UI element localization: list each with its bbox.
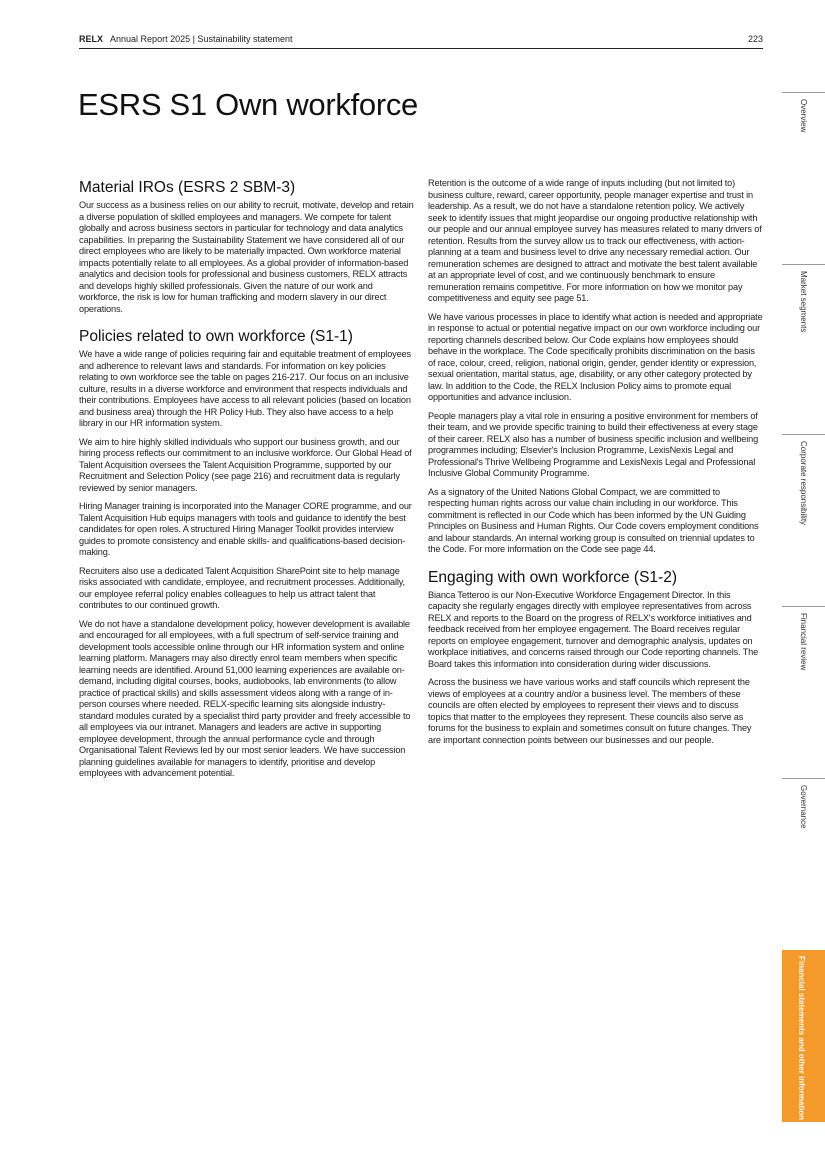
- tab-financial-statements[interactable]: [782, 950, 825, 1122]
- tab-label: Governance: [799, 785, 808, 829]
- tab-market-segments[interactable]: [782, 264, 825, 433]
- right-column: [428, 178, 763, 753]
- section-heading-policies: Policies related to own workforce (S1-1): [79, 328, 353, 345]
- paragraph: We aim to hire highly skilled individuals who support our business growth, and our hiring process reflects our commitment to an inclusive workforce. Our Global Head of Talent Acquisition oversees the Talent Acquisition Programme, supported by our Recruitment and Selection Policy (see page 216) and recruitment data is regularly reviewed by senior managers.: [79, 436, 412, 493]
- page-number: 223: [747, 34, 763, 44]
- report-subtitle: Annual Report 2025 | Sustainability statement: [110, 34, 293, 44]
- tab-label: Market segments: [799, 271, 808, 333]
- paragraph: Hiring Manager training is incorporated into the Manager CORE programme, and our Talent Acquisition Hub equips managers with tools and guidance to identify the best candidates for open roles. A structured Hiring Manager Toolkit provides interview guides to promote consistency and enable skills- and qualifications-based decision-making.: [79, 501, 412, 557]
- paragraph: Recruiters also use a dedicated Talent Acquisition SharePoint site to help manage risks associated with candidate, employee, and recruitment processes. Additionally, our employee referral policy enables colleagues to help us attract talent that contributes to our continued growth.: [79, 565, 405, 610]
- tab-label: Financial review: [799, 613, 808, 671]
- paragraph: People managers play a vital role in ensuring a positive environment for members of their team, and we provide specific training to build their effectiveness at every stage of their career. RELX also has a number of business specific inclusion and wellbeing programmes including; Elsevier's Inclusion Programme, LexisNexis Legal and Professional's Thrive Wellbeing Programme and LexisNexis Legal and Professional Inclusive Global Community Programme.: [428, 410, 759, 478]
- paragraph: Our success as a business relies on our ability to recruit, motivate, develop and retain a diverse population of skilled employees and managers. We compete for talent globally and across business sectors in particular for technology and data analytics capabilities. In preparing the Sustainability Statement we have considered all of our direct employees who are likely to be materially impacted. Own workforce material impacts potentially relate to all employees. As a global provider of information-based analytics and decision tools for professional and business customers, RELX attracts and develops highly skilled professionals. Given the nature of our work and workforce, the risk is low for human trafficking and modern slavery in our direct operations.: [79, 200, 414, 314]
- paragraph: As a signatory of the United Nations Global Compact, we are committed to respecting human rights across our value chain including in our workforce. This commitment is reflected in our Code which has been informed by the UN Guiding Principles on Business and Human Rights. Our Code covers employment conditions and labour standards. An internal working group is consulted on triennial updates to the Code. For more information on the Code see page 44.: [428, 486, 759, 554]
- tab-financial-review[interactable]: [782, 606, 825, 777]
- page-header: [79, 32, 763, 46]
- paragraph: Retention is the outcome of a wide range of inputs including (but not limited to) business culture, reward, career opportunity, people manager expertise and trust in leadership. As a result, we do not have a standalone retention policy. We actively seek to identify issues that might jeopardise our ongoing productive relationship with our people and our annual employee survey has measures related to many drivers of retention. Results from the survey allow us to track our effectiveness, with action-planning at a team and business level to drive any necessary remedial action. Our remuneration schemes are designed to attract and motivate the best talent available at an appropriate level of cost, and we continuously benchmark to ensure remuneration remains competitive. For more information on how we monitor pay competitiveness and equity see page 51.: [428, 178, 762, 303]
- tab-overview[interactable]: [782, 92, 825, 263]
- brand-name: RELX: [79, 34, 104, 44]
- paragraph: Across the business we have various works and staff councils which represent the views of employees at a country and/or a business level. The members of these councils are often elected by employees to represent their views and to discuss topics that matter to the employees they represent. These councils also serve as forums for the business to explain and sometimes consult on future changes. They are important connection points between our businesses and our people.: [428, 677, 752, 745]
- header-divider: [79, 48, 763, 49]
- paragraph: We do not have a standalone development policy, however development is available and encouraged for all employees, with a full spectrum of self-service training and development tools accessible online through our HR information system and online learning platform. Managers may also directly enrol team members when specific learning needs are identified. Around 51,000 learning experiences are available on-demand, including digital courses, books, audiobooks, lab environments (to allow practice of practical skills) and skills assessment videos along with a range of in-person courses where needed. RELX-specific learning sits alongside industry-standard modules curated by a specialist third party provider and freely accessible to all employees via our intranet. Managers and leaders are active in supporting employee development, through the annual performance cycle and through Organisational Talent Reviews led by our most senior leaders. We have succession planning guidelines available for managers to identify, prioritise and develop employees with advancement potential.: [79, 618, 411, 778]
- tab-governance[interactable]: [782, 778, 825, 949]
- left-column: [79, 178, 414, 787]
- section-heading-engaging: Engaging with own workforce (S1-2): [428, 568, 677, 586]
- paragraph: We have various processes in place to identify what action is needed and appropriate in response to actual or potential negative impact on our own workforce including our reporting channels described below. Our Code explains how employees should behave in the workplace. The Code specifically prohibits discrimination on the basis of race, colour, creed, religion, national origin, gender, gender identity or expression, sexual orientation, marital status, age, disability, or any other category protected by law. In addition to the Code, the RELX Inclusion Policy aims to promote equal opportunities and advance inclusion.: [428, 311, 763, 402]
- tab-label: Corporate responsibility: [799, 441, 808, 526]
- paragraph: Bianca Tetteroo is our Non-Executive Workforce Engagement Director. In this capacity she regularly engages directly with employee representatives from across RELX and reports to the Board on the progress of RELX's workforce initiatives and feedback received from her employee engagement. The Board receives regular reports on employee engagement, turnover and demographic analysis, updates on workplace initiatives, and concerns raised through our Code reporting channels. The Board takes this information into consideration during wider discussions.: [428, 589, 759, 669]
- page-title: ESRS S1 Own workforce: [78, 87, 418, 122]
- tab-corporate-responsibility[interactable]: [782, 434, 825, 605]
- paragraph: We have a wide range of policies requiring fair and equitable treatment of employees and adherence to relevant laws and standards. For information on key policies relating to own workforce see the table on pages 216-217. Our focus on an inclusive culture, results in a diverse workforce and environment that respects individuals and their contributions. Employees have access to all relevant policies (based on location and business area) through the HR Policy Hub. They also have access to a help library in our HR information system.: [79, 349, 411, 428]
- tab-label: Overview: [799, 99, 808, 133]
- tab-label: Financial statements and other information: [797, 956, 806, 1121]
- section-heading-material-iros: Material IROs (ESRS 2 SBM-3): [79, 179, 296, 196]
